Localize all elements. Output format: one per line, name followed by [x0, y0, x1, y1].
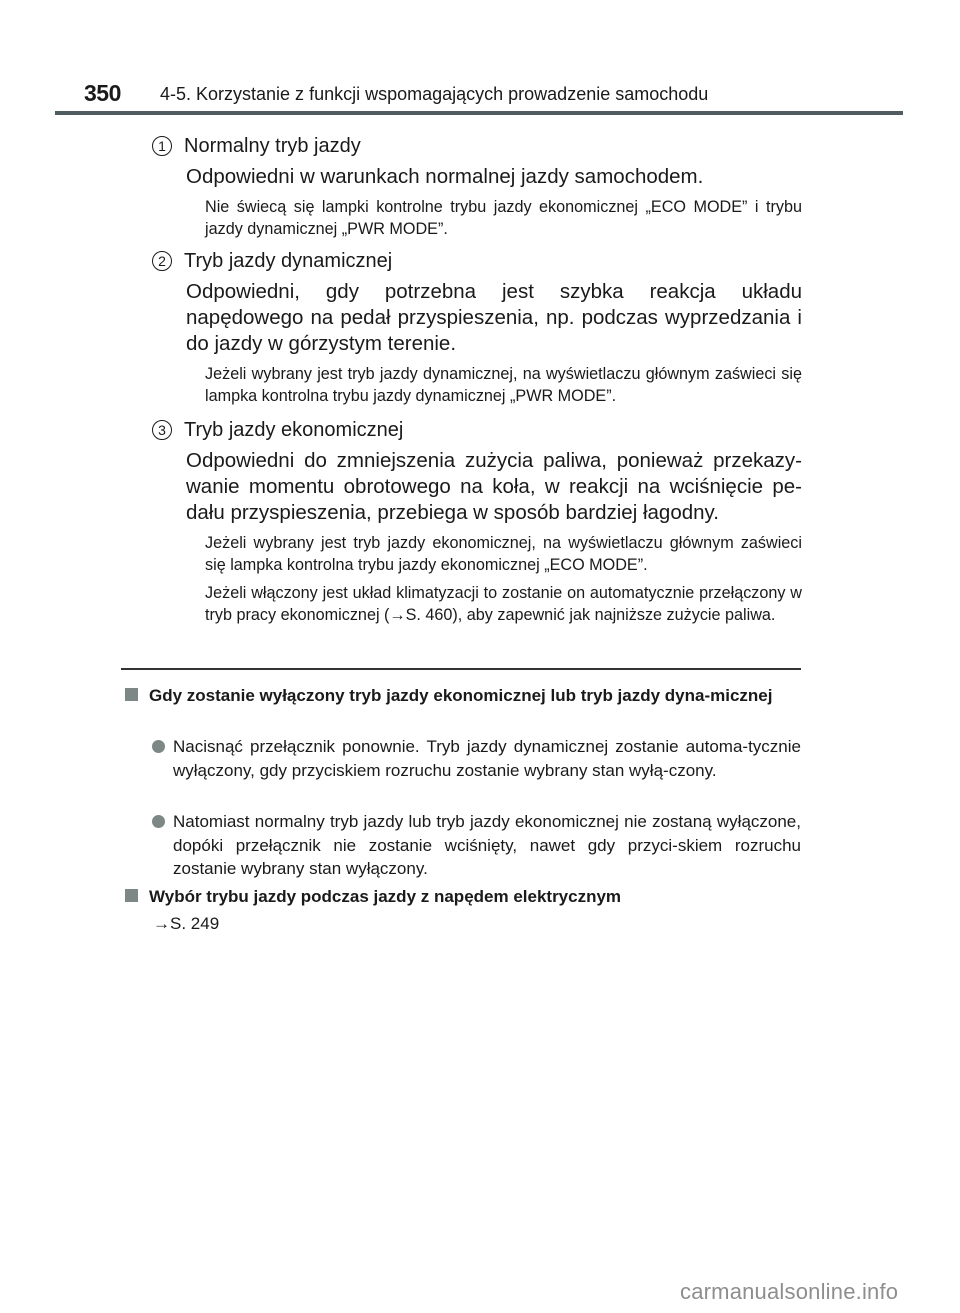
mode-note: Jeżeli wybrany jest tryb jazdy dynamicznej, na wyświetlaczu głównym zaświeci się lampka kontrolna trybu jazdy dynamicznej „PWR MODE”.: [205, 365, 802, 405]
mode-item-normal: [152, 131, 802, 240]
circle-bullet-icon: [152, 740, 165, 753]
section-divider: [121, 668, 801, 670]
watermark: carmanualsonline.info: [680, 1279, 899, 1304]
info-bullet-text: Natomiast normalny tryb jazdy lub tryb jazdy ekonomicznej nie zostaną wyłączone, dopóki przełącznik nie zostanie wciśnięty, nawet gdy przyci-skiem rozruchu zostanie wybrany stan wyłączony.: [173, 812, 801, 878]
mode-description: Odpowiedni do zmniejszenia zużycia paliwa, ponieważ przekazy-wanie momentu obrotowego na koła, w reakcji na wciśnięcie pe-dału przyspieszenia, przebiega w sposób bardziej łagodny.: [186, 449, 802, 524]
circle-bullet-icon: [152, 815, 165, 828]
info-bullet-text: Nacisnąć przełącznik ponownie. Tryb jazdy dynamicznej zostanie automa-tycznie wyłączony, gdy przyciskiem rozruchu zostanie wybrany stan wyłą-czony.: [173, 737, 801, 780]
info-heading-text: Gdy zostanie wyłączony tryb jazdy ekonomicznej lub tryb jazdy dyna-micznej: [149, 686, 773, 705]
mode-title: Tryb jazdy ekonomicznej: [184, 418, 404, 441]
mode-title: Normalny tryb jazdy: [184, 134, 361, 157]
mode-note: Nie świecą się lampki kontrolne trybu jazdy ekonomicznej „ECO MODE” i trybu jazdy dynamicznej „PWR MODE”.: [205, 198, 802, 238]
mode-note: Jeżeli włączony jest układ klimatyzacji to zostanie on automatycznie przełączony w tryb pracy ekonomicznej (→S. 460), aby zapewnić jak najniższe zużycie paliwa.: [205, 584, 802, 624]
info-heading-deactivation: [125, 684, 801, 707]
number-circle-icon: 2: [152, 251, 172, 271]
header-rule: [55, 111, 903, 115]
page-header: [0, 0, 960, 120]
section-title: 4-5. Korzystanie z funkcji wspomagających prowadzenie samochodu: [160, 84, 709, 104]
mode-description: Odpowiedni, gdy potrzebna jest szybka reakcja układu napędowego na pedał przyspieszenia, np. podczas wyprzedzania i do jazdy w górzystym terenie.: [186, 280, 802, 355]
square-bullet-icon: [125, 688, 138, 701]
info-heading-text: Wybór trybu jazdy podczas jazdy z napędem elektrycznym: [149, 887, 622, 906]
info-bullet: [152, 735, 801, 782]
mode-note: Jeżeli wybrany jest tryb jazdy ekonomicznej, na wyświetlaczu głównym zaświeci się lampka kontrolna trybu jazdy ekonomicznej „ECO MODE”.: [205, 534, 802, 574]
mode-item-eco: [152, 415, 802, 626]
number-circle-icon: 1: [152, 136, 172, 156]
info-heading-ev-mode: [125, 885, 801, 908]
page-number: 350: [84, 80, 121, 106]
mode-title: Tryb jazdy dynamicznej: [184, 249, 393, 272]
square-bullet-icon: [125, 889, 138, 902]
mode-item-power: [152, 246, 802, 407]
mode-description: Odpowiedni w warunkach normalnej jazdy samochodem.: [186, 165, 704, 188]
info-bullet: [152, 810, 801, 881]
number-circle-icon: 3: [152, 420, 172, 440]
page-reference-link[interactable]: →S. 249: [153, 914, 220, 933]
